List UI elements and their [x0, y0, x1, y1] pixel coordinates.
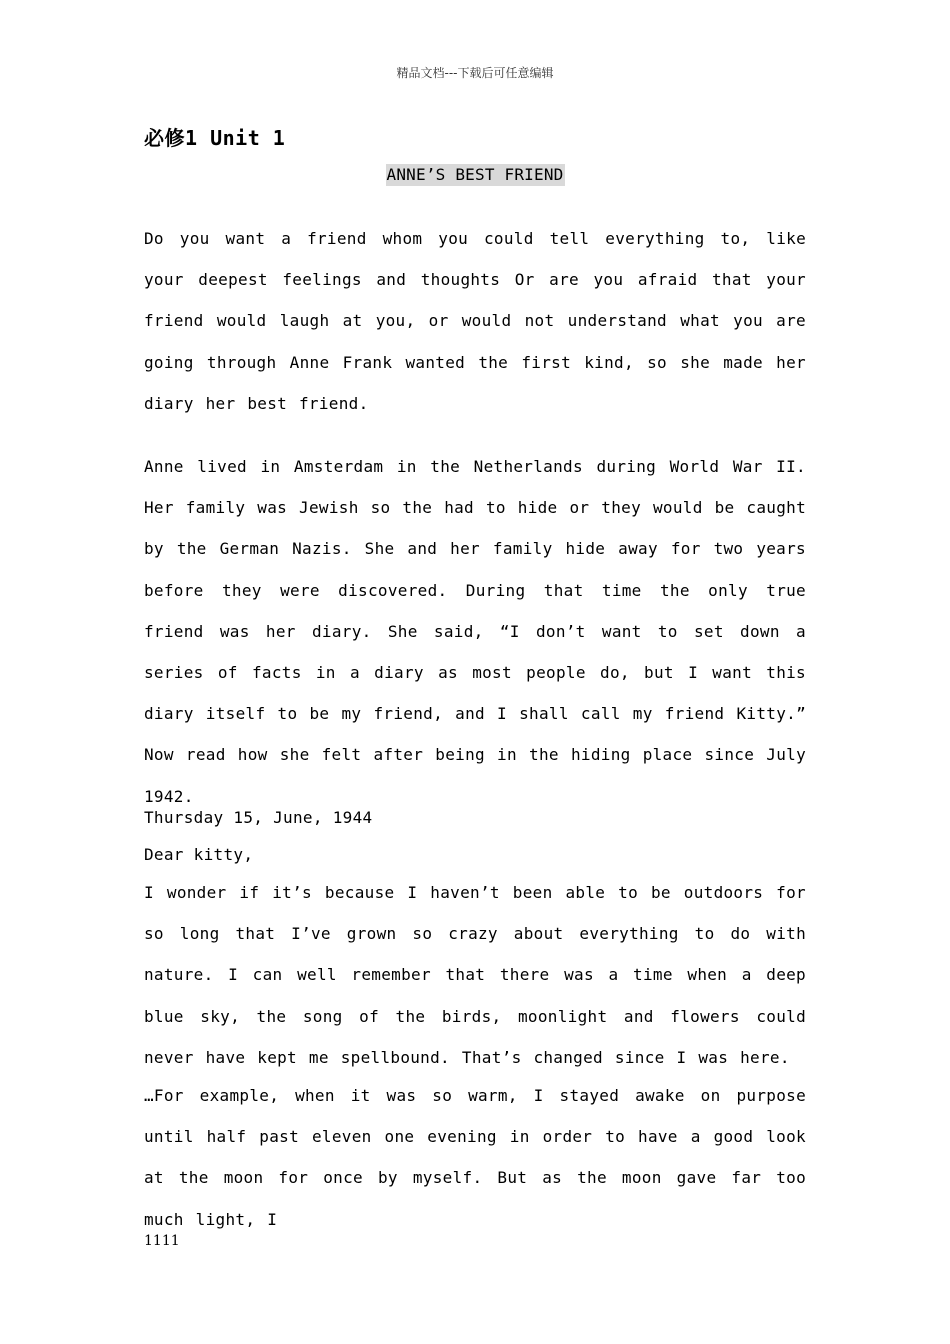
- reading-title: ANNE’S BEST FRIEND: [386, 165, 564, 184]
- document-title: 必修1 Unit 1: [144, 126, 286, 150]
- background-paragraph: Anne lived in Amsterdam in the Netherlands during World War II. Her family was Jewish so the had to hide or they would be caught by the German Nazis. She and her family hide away for two years before they were discovered. During that time the only true friend was her diary. She said, “I don’t want to set down a series of facts in a diary as most people do, but I want this diary itself to be my friend, and I shall call my friend Kitty.” Now read how she felt after being in the hiding place since July 1942.: [144, 457, 806, 806]
- intro-paragraph: Do you want a friend whom you could tell everything to, like your deepest feelings and thoughts Or are you afraid that your friend would laugh at you, or would not understand what you are going through Anne Frank wanted the first kind, so she made her diary her best friend.: [144, 229, 806, 413]
- subtitle-container: [0, 164, 950, 186]
- diary-date: Thursday 15, June, 1944: [144, 808, 373, 827]
- diary-paragraph: I wonder if it’s because I haven’t been able to be outdoors for so long that I’ve grown so crazy about everything to do with nature. I can well remember that there was a time when a deep blue sky, the song of the birds, moonlight and flowers could never have kept me spellbound. That’s changed since I was here.: [144, 883, 806, 1067]
- diary-paragraph: …For example, when it was so warm, I stayed awake on purpose until half past eleven one evening in order to have a good look at the moon for once by myself. But as the moon gave far too much light, I: [144, 1086, 806, 1229]
- page-number: 1111: [144, 1233, 180, 1249]
- page-header: 精品文档---下载后可任意编辑: [396, 66, 554, 80]
- diary-greeting: Dear kitty,: [144, 845, 254, 864]
